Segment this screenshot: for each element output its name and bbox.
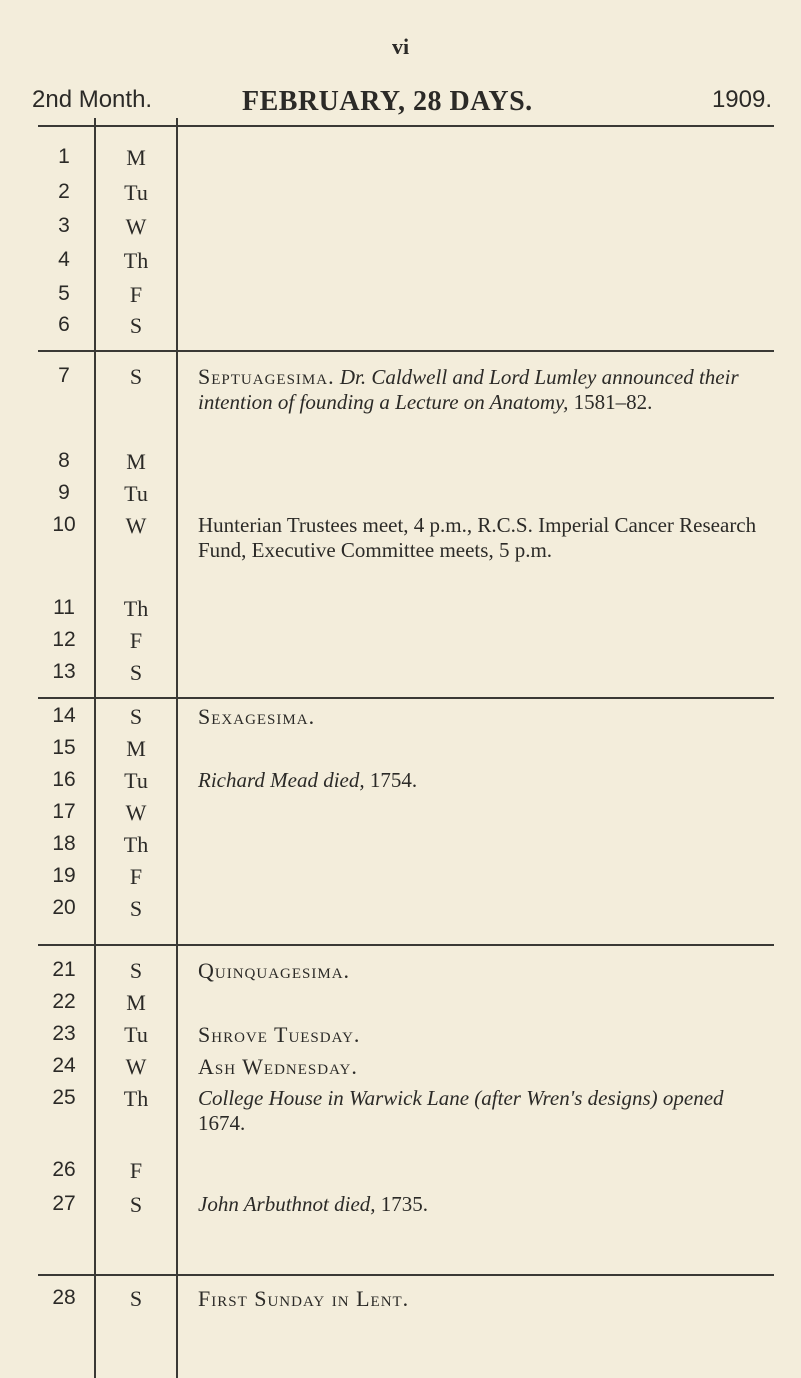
table-row: 10 W [52,513,147,538]
header-rule [38,125,774,127]
table-row: 17 W [52,800,147,825]
note-feb-10: Hunterian Trustees meet, 4 p.m., R.C.S. Imperial Cancer Research Fund, Executive Committee meets, 5 p.m. [198,513,757,562]
note-feb-27: John Arbuthnot died, 1735. [198,1192,429,1216]
note-feb-23: Shrove Tuesday. [198,1022,361,1047]
table-row: 15 M [52,736,146,761]
table-row: 25 Th [52,1086,149,1111]
table-row: 12 F [52,628,143,653]
note-feb-28: First Sunday in Lent. [198,1286,410,1311]
table-row: 16 Tu [52,768,148,793]
table-row: 9 Tu [58,481,148,506]
note-feb-16: Richard Mead died, 1754. [198,768,418,792]
week-divider-2 [38,697,774,699]
month-label: 2nd Month. [32,86,153,113]
table-row: 4 Th [58,248,149,273]
year-label: 1909. [711,86,772,113]
note-feb-21: Quinquagesima. [198,958,351,983]
note-feb-14: Sexagesima. [198,704,316,729]
page-title: FEBRUARY, 28 DAYS. [242,86,533,117]
table-row: 26 F [52,1158,143,1183]
table-row: 18 Th [52,832,149,857]
table-row: 3 W [58,214,147,239]
table-row: 13 S [52,660,143,685]
note-feb-24: Ash Wednesday. [198,1054,358,1079]
table-row: 1 M [58,145,146,170]
table-row: 7 S [58,364,143,389]
week-divider-1 [38,350,774,352]
note-feb-7: Septuagesima. Dr. Caldwell and Lord Lumley announced their intention of founding a Lecture on Anatomy, 1581–82. [198,364,739,414]
week-divider-3 [38,944,774,946]
table-row: 23 Tu [52,1022,148,1047]
table-row: 28 S [52,1286,143,1311]
table-row: 5 F [58,282,143,307]
table-row: 11 Th [53,596,149,621]
table-row: 6 S [58,313,143,338]
page-header [32,86,772,116]
table-row: 19 F [52,864,143,889]
table-row: 27 S [52,1192,143,1217]
table-row: 8 M [58,449,146,474]
table-row: 21 S [52,958,143,983]
table-row: 22 M [52,990,146,1015]
table-row: 2 Tu [58,180,148,205]
table-row: 14 S [52,704,143,729]
table-row: 20 S [52,896,143,921]
page-number: vi [391,34,410,59]
table-row: 24 W [52,1054,147,1079]
week-divider-4 [38,1274,774,1276]
note-feb-25: College House in Warwick Lane (after Wren's designs) opened 1674. [198,1086,724,1135]
